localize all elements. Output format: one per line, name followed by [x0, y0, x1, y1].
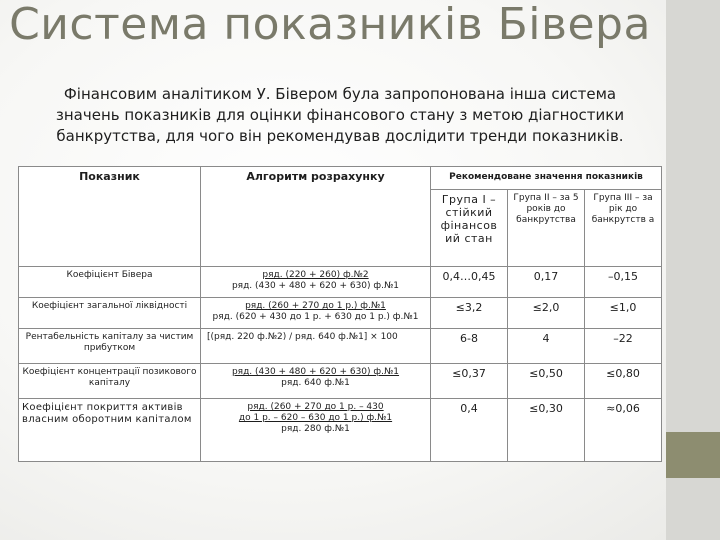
row-algorithm — [201, 298, 431, 329]
algo-numerator: ряд. (220 + 260) ф.№2 — [262, 270, 369, 280]
side-accent-block — [666, 432, 720, 478]
algo-denominator: ряд. 280 ф.№1 — [281, 424, 350, 434]
header-group-2: Група ІІ – за 5 років до банкрутства — [508, 190, 585, 267]
row-group-2: ≤0,30 — [508, 399, 585, 462]
header-group-1: Група І – стійкий фінансов ий стан — [431, 190, 508, 267]
table-row — [19, 399, 662, 462]
algo-denominator: ряд. (430 + 480 + 620 + 630) ф.№1 — [231, 281, 400, 291]
algo-denominator: ряд. 640 ф.№1 — [281, 378, 350, 388]
row-name: Коефіцієнт загальної ліквідності — [19, 298, 201, 329]
table-row — [19, 267, 662, 298]
row-algorithm — [201, 267, 431, 298]
row-group-1: ≤3,2 — [431, 298, 508, 329]
slide-title: Система показників Бівера — [9, 0, 651, 50]
row-group-2: 0,17 — [508, 267, 585, 298]
row-group-3: ≤1,0 — [585, 298, 662, 329]
row-group-1: ≤0,37 — [431, 364, 508, 399]
header-algorithm: Алгоритм розрахунку — [201, 167, 431, 267]
row-group-1: 0,4…0,45 — [431, 267, 508, 298]
table-row — [19, 298, 662, 329]
row-group-3: –22 — [585, 329, 662, 364]
row-group-3: –0,15 — [585, 267, 662, 298]
header-group-3: Група ІІІ – за рік до банкрутств а — [585, 190, 662, 267]
algo-numerator-line-1: ряд. (260 + 270 до 1 р. – 430 — [247, 402, 384, 412]
row-group-1: 6-8 — [431, 329, 508, 364]
row-algorithm — [201, 399, 431, 462]
intro-paragraph: Фінансовим аналітиком У. Бівером була запропонована інша система значень показників для оцінки фінансового стану з метою діагностики банкрутства, для чого він рекомендував дослідити тренди показників. — [55, 85, 625, 145]
table-row — [19, 329, 662, 364]
row-name: Коефіцієнт Бівера — [19, 267, 201, 298]
row-algorithm: [(ряд. 220 ф.№2) / ряд. 640 ф.№1] × 100 — [201, 329, 431, 364]
row-group-2: ≤0,50 — [508, 364, 585, 399]
algo-numerator-line-2: до 1 р. – 620 – 630 до 1 р.) ф.№1 — [238, 413, 393, 423]
row-algorithm — [201, 364, 431, 399]
side-band — [666, 0, 720, 540]
row-name: Коефіцієнт концентрації позикового капіталу — [19, 364, 201, 399]
algo-numerator: ряд. (430 + 480 + 620 + 630) ф.№1 — [231, 367, 400, 377]
row-group-3: ≤0,80 — [585, 364, 662, 399]
algo-numerator: ряд. (260 + 270 до 1 р.) ф.№1 — [245, 301, 386, 311]
header-recommended: Рекомендоване значення показників — [431, 167, 662, 190]
beaver-indicators-table — [18, 166, 662, 462]
row-group-2: 4 — [508, 329, 585, 364]
header-indicator: Показник — [19, 167, 201, 267]
row-group-2: ≤2,0 — [508, 298, 585, 329]
row-name: Рентабельність капіталу за чистим прибутком — [19, 329, 201, 364]
algo-denominator: ряд. (620 + 430 до 1 р. + 630 до 1 р.) ф.№1 — [212, 312, 419, 322]
row-group-3: ≈0,06 — [585, 399, 662, 462]
table-row — [19, 364, 662, 399]
row-name: Коефіцієнт покриття активів власним оборотним капіталом — [19, 399, 201, 462]
row-group-1: 0,4 — [431, 399, 508, 462]
